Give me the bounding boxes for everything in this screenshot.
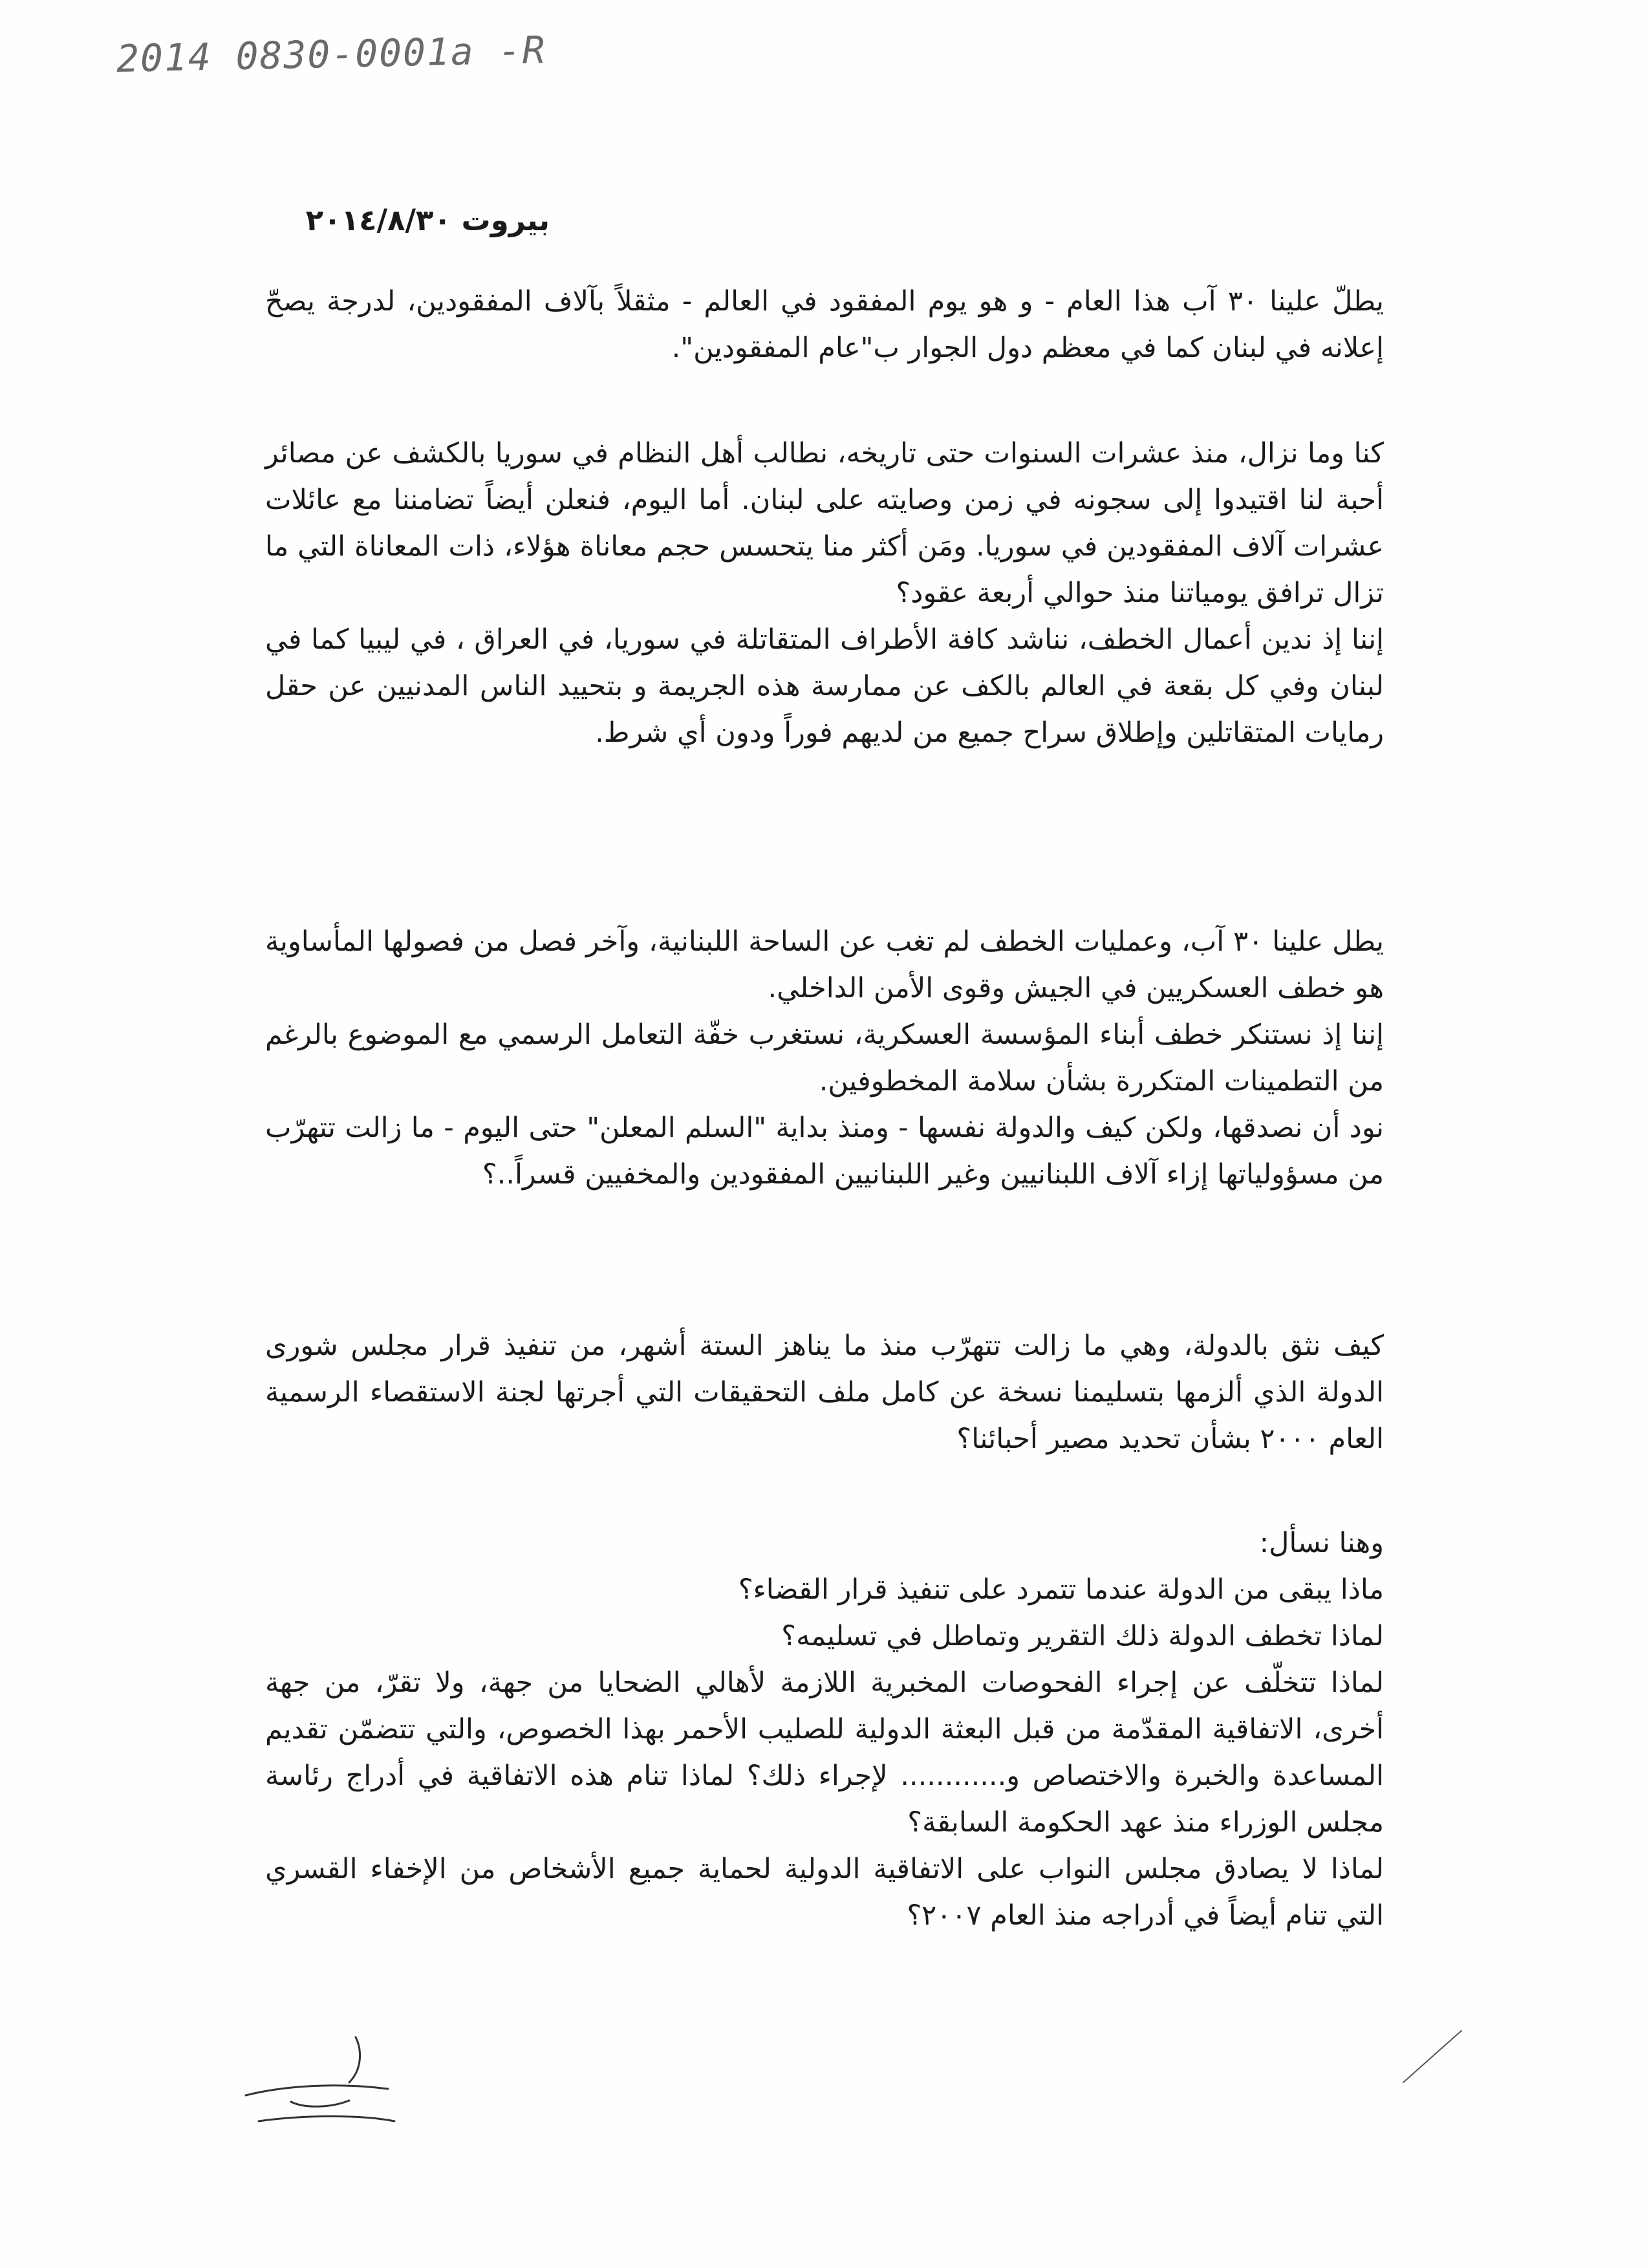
- document-date: بيروت ٢٠١٤/٨/٣٠: [305, 203, 550, 237]
- paragraph-3: إننا إذ ندين أعمال الخطف، نناشد كافة الأطراف المتقاتلة في سوريا، في العراق ، في ليبيا كما في لبنان وفي كل بقعة في العالم بالكف عن ممارسة هذه الجريمة و بتحييد الناس المدنيين عن حقل رمايات المتقاتلين وإطلاق سراح جميع من لديهم فوراً ودون أي شرط.: [265, 623, 1384, 749]
- reference-number: 2014 0830-0001a -R: [116, 28, 547, 81]
- paragraph-2: كنا وما نزال، منذ عشرات السنوات حتى تاريخه، نطالب أهل النظام في سوريا بالكشف عن مصائر أحبة لنا اقتيدوا إلى سجونه في زمن وصايته على لبنان. أما اليوم، فنعلن أيضاً تضامننا مع عائلات عشرات آلاف المفقودين في سوريا. ومَن أكثر منا يتحسس حجم معاناة هؤلاء، ذات المعاناة التي ما تزال ترافق يومياتنا منذ حوالي أربعة عقود؟: [265, 437, 1384, 609]
- question-2: لماذا تخطف الدولة ذلك التقرير وتماطل في تسليمه؟: [781, 1620, 1384, 1652]
- question-1: ماذا يبقى من الدولة عندما تتمرد على تنفيذ قرار القضاء؟: [738, 1573, 1384, 1606]
- paragraph-4: يطل علينا ٣٠ آب، وعمليات الخطف لم تغب عن الساحة اللبنانية، وآخر فصل من فصولها المأساوية هو خطف العسكريين في الجيش وقوى الأمن الداخلي.: [265, 925, 1384, 1004]
- paragraph-block-syria: [265, 430, 1384, 756]
- pen-stroke-mark: [1397, 2018, 1468, 2089]
- paragraph-intro: [265, 278, 1384, 371]
- paragraph-5: إننا إذ نستنكر خطف أبناء المؤسسة العسكرية، نستغرب خفّة التعامل الرسمي مع الموضوع بالرغم من التطمينات المتكررة بشأن سلامة المخطوفين.: [265, 1019, 1384, 1097]
- paragraph-block-lebanon: [265, 918, 1384, 1198]
- question-4: لماذا لا يصادق مجلس النواب على الاتفاقية الدولية لحماية جميع الأشخاص من الإخفاء القسري التي تنام أيضاً في أدراجه منذ العام ٢٠٠٧؟: [265, 1853, 1384, 1932]
- paragraph-1: يطلّ علينا ٣٠ آب هذا العام - و هو يوم المفقود في العالم - مثقلاً بآلاف المفقودين، لدرجة يصحّ إعلانه في لبنان كما في معظم دول الجوار ب"عام المفقودين".: [265, 285, 1384, 364]
- paragraph-block-council: [265, 1323, 1384, 1462]
- question-3: لماذا تتخلّف عن إجراء الفحوصات المخبرية اللازمة لأهالي الضحايا من جهة، ولا تقرّ، من جهة أخرى، الاتفاقية المقدّمة من قبل البعثة الدولية للصليب الأحمر بهذا الخصوص، والتي تتضمّن تقديم المساعدة والخبرة والاختصاص و............ لإجراء ذلك؟ لماذا تنام هذه الاتفاقية في أدراج رئاسة مجلس الوزراء منذ عهد الحكومة السابقة؟: [265, 1667, 1384, 1839]
- signature-mark: [233, 2024, 440, 2141]
- questions-intro: وهنا نسأل:: [1259, 1527, 1384, 1559]
- paragraph-7: كيف نثق بالدولة، وهي ما زالت تتهرّب منذ ما يناهز الستة أشهر، من تنفيذ قرار مجلس شورى الدولة الذي ألزمها بتسليمنا نسخة عن كامل ملف التحقيقات التي أجرتها لجنة الاستقصاء الرسمية العام ٢٠٠٠ بشأن تحديد مصير أحبائنا؟: [265, 1330, 1384, 1455]
- paragraph-6: نود أن نصدقها، ولكن كيف والدولة نفسها - ومنذ بداية "السلم المعلن" حتى اليوم - ما زالت تتهرّب من مسؤولياتها إزاء آلاف اللبنانيين وغير اللبنانيين المفقودين والمخفيين قسراً..؟: [265, 1112, 1384, 1191]
- questions-block: [265, 1520, 1384, 1939]
